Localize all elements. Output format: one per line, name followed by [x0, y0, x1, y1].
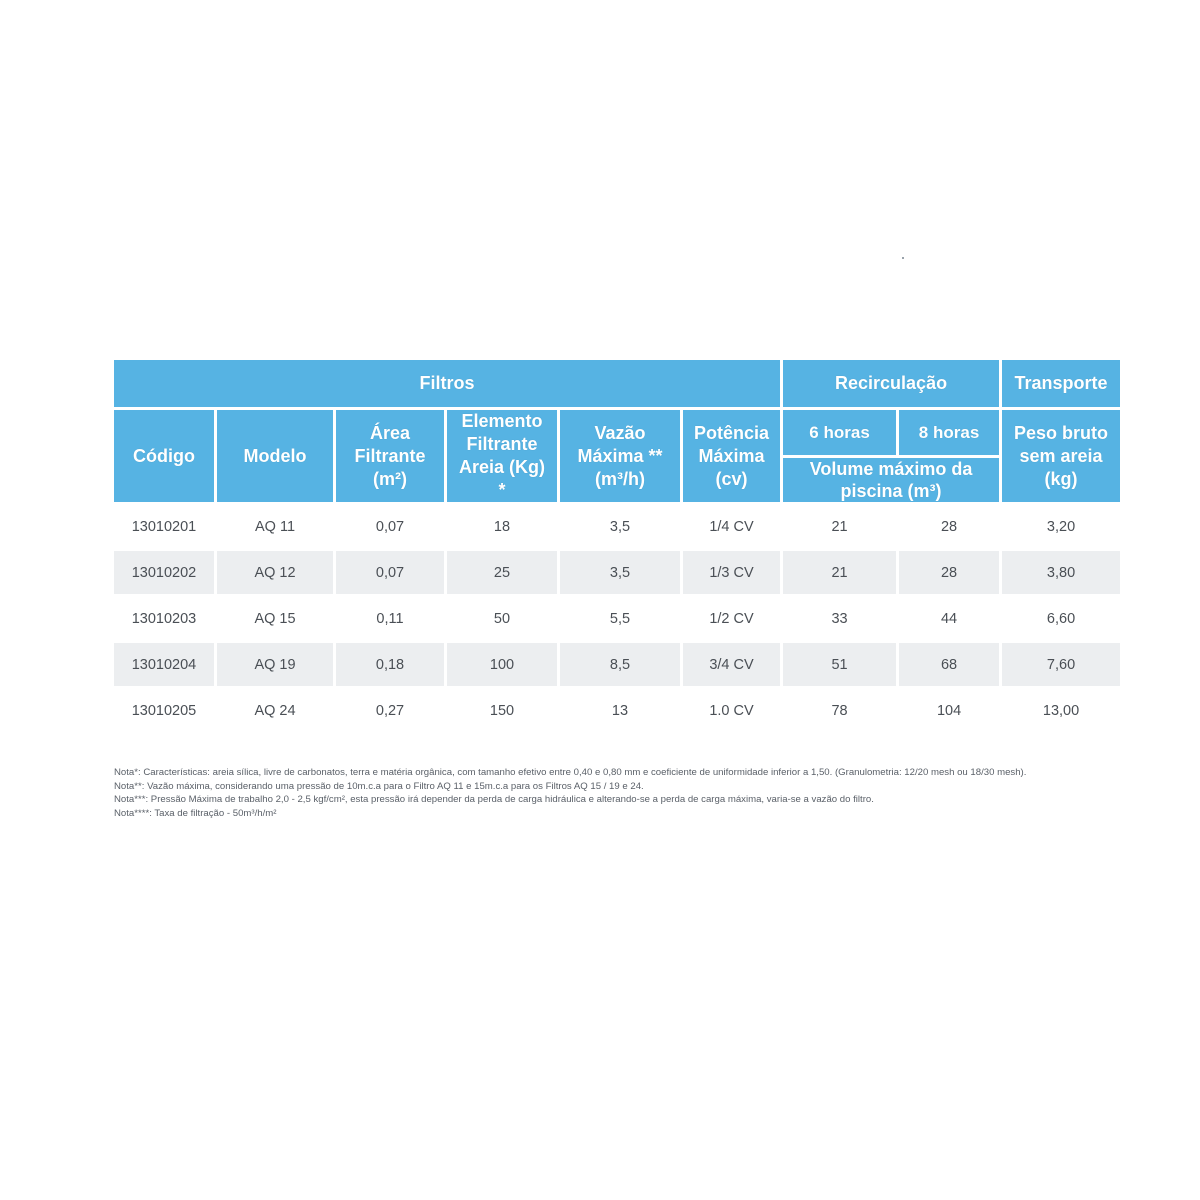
cell-elemento: 25	[447, 551, 557, 594]
cell-potencia: 1/4 CV	[709, 518, 754, 535]
cell-8h: 44	[940, 610, 958, 627]
col-header-potencia-line3: (cv)	[715, 468, 748, 489]
cell-codigo: 13010202	[114, 551, 214, 594]
col-header-volume-maximo	[783, 458, 999, 502]
cell-8h: 28	[899, 551, 999, 594]
cell-elemento: 18	[493, 518, 511, 535]
group-header-transporte: Transporte	[1002, 360, 1120, 407]
col-header-volume-line2: piscina (m³)	[840, 481, 942, 501]
col-header-vazao-maxima	[560, 410, 680, 502]
col-header-vazao-line1: Vazão	[594, 422, 646, 443]
cell-area: 0,07	[336, 551, 444, 594]
cell-potencia: 1/3 CV	[683, 551, 780, 594]
table-row	[114, 551, 1120, 594]
col-header-peso-line3: (kg)	[1044, 468, 1078, 489]
col-header-vazao-line2: Máxima **	[577, 445, 663, 466]
footnote-3: Nota***: Pressão Máxima de trabalho 2,0 - 2,5 kgf/cm², esta pressão irá depender da perda de carga hidráulica e alterando-se a perda de carga máxima, varia-se a vazão do filtro.	[114, 794, 874, 805]
column-header-row	[114, 410, 1120, 455]
cell-vazao: 8,5	[560, 643, 680, 686]
cell-vazao: 3,5	[560, 551, 680, 594]
cell-potencia: 1/2 CV	[709, 610, 754, 627]
cell-codigo: 13010204	[114, 643, 214, 686]
cell-elemento: 150	[489, 702, 515, 719]
cell-6h: 21	[831, 518, 848, 535]
stray-dot	[902, 257, 904, 259]
col-header-elemento-line1: Elemento	[461, 411, 543, 431]
cell-peso: 6,60	[1046, 610, 1076, 627]
col-header-potencia-maxima	[683, 410, 780, 502]
cell-codigo: 13010205	[131, 702, 197, 719]
col-header-6-horas: 6 horas	[783, 410, 896, 455]
col-header-volume-line1: Volume máximo da	[809, 459, 973, 479]
footnote-4: Nota****: Taxa de filtração - 50m³/h/m²	[114, 807, 277, 819]
cell-potencia: 1.0 CV	[709, 702, 754, 719]
cell-elemento: 100	[447, 643, 557, 686]
group-header-filtros: Filtros	[114, 360, 780, 407]
cell-modelo: AQ 24	[254, 702, 296, 719]
cell-vazao: 5,5	[609, 610, 631, 627]
col-header-potencia-line1: Potência	[694, 422, 770, 443]
cell-elemento: 50	[493, 610, 511, 627]
cell-modelo: AQ 12	[217, 551, 333, 594]
cell-potencia: 3/4 CV	[683, 643, 780, 686]
table-row	[114, 689, 1120, 732]
cell-6h: 51	[783, 643, 896, 686]
footnote-2: Nota**: Vazão máxima, considerando uma pressão de 10m.c.a para o Filtro AQ 11 e 15m.c.a para os Filtros AQ 15 / 19 e 24.	[114, 780, 644, 792]
col-header-elemento-line3: Areia (Kg)	[458, 457, 545, 477]
cell-peso: 3,20	[1046, 518, 1076, 535]
cell-6h: 21	[783, 551, 896, 594]
cell-modelo: AQ 19	[217, 643, 333, 686]
col-header-peso-line2: sem areia	[1019, 445, 1103, 466]
group-header-recirculacao: Recirculação	[783, 360, 999, 407]
col-header-peso-bruto	[1002, 410, 1120, 502]
cell-8h: 68	[899, 643, 999, 686]
cell-codigo: 13010203	[131, 610, 197, 627]
cell-peso: 7,60	[1002, 643, 1120, 686]
col-header-area-line1: Área	[369, 422, 411, 443]
col-header-peso-line1: Peso bruto	[1014, 422, 1109, 443]
table-row	[114, 643, 1120, 686]
group-header-row	[114, 360, 1120, 407]
col-header-codigo: Código	[114, 410, 214, 502]
footnotes	[114, 766, 1104, 820]
cell-area: 0,27	[375, 702, 405, 719]
col-header-elemento-line2: Filtrante	[466, 434, 538, 454]
col-header-elemento-filtrante	[447, 410, 557, 502]
cell-8h: 104	[936, 702, 962, 719]
col-header-modelo: Modelo	[217, 410, 333, 502]
table-row	[114, 597, 1120, 640]
col-header-potencia-line2: Máxima	[698, 445, 765, 466]
cell-codigo: 13010201	[131, 518, 197, 535]
filter-spec-table	[111, 357, 1123, 735]
footnote-1: Nota*: Características: areia sílica, livre de carbonatos, terra e matéria orgânica, com tamanho efetivo entre 0,40 e 0,80 mm e coeficiente de uniformidade inferior a 1,50. (Granulometria: 12/20 mesh ou 18/30 mesh).	[114, 767, 1027, 778]
cell-vazao: 13	[611, 702, 629, 719]
cell-area: 0,07	[375, 518, 405, 535]
cell-modelo: AQ 15	[254, 610, 296, 627]
col-header-elemento-line4: *	[498, 480, 506, 500]
col-header-area-line2: Filtrante	[354, 445, 426, 466]
col-header-8-horas: 8 horas	[899, 410, 999, 455]
cell-6h: 78	[831, 702, 848, 719]
cell-modelo: AQ 11	[254, 518, 296, 535]
cell-vazao: 3,5	[609, 518, 631, 535]
col-header-area-line3: (m²)	[373, 468, 407, 489]
cell-area: 0,18	[336, 643, 444, 686]
cell-peso: 13,00	[1042, 702, 1080, 719]
cell-peso: 3,80	[1002, 551, 1120, 594]
col-header-vazao-line3: (m³/h)	[595, 468, 645, 489]
col-header-area-filtrante	[336, 410, 444, 502]
cell-8h: 28	[940, 518, 958, 535]
cell-6h: 33	[831, 610, 848, 627]
table-row	[114, 505, 1120, 548]
cell-area: 0,11	[376, 610, 404, 627]
